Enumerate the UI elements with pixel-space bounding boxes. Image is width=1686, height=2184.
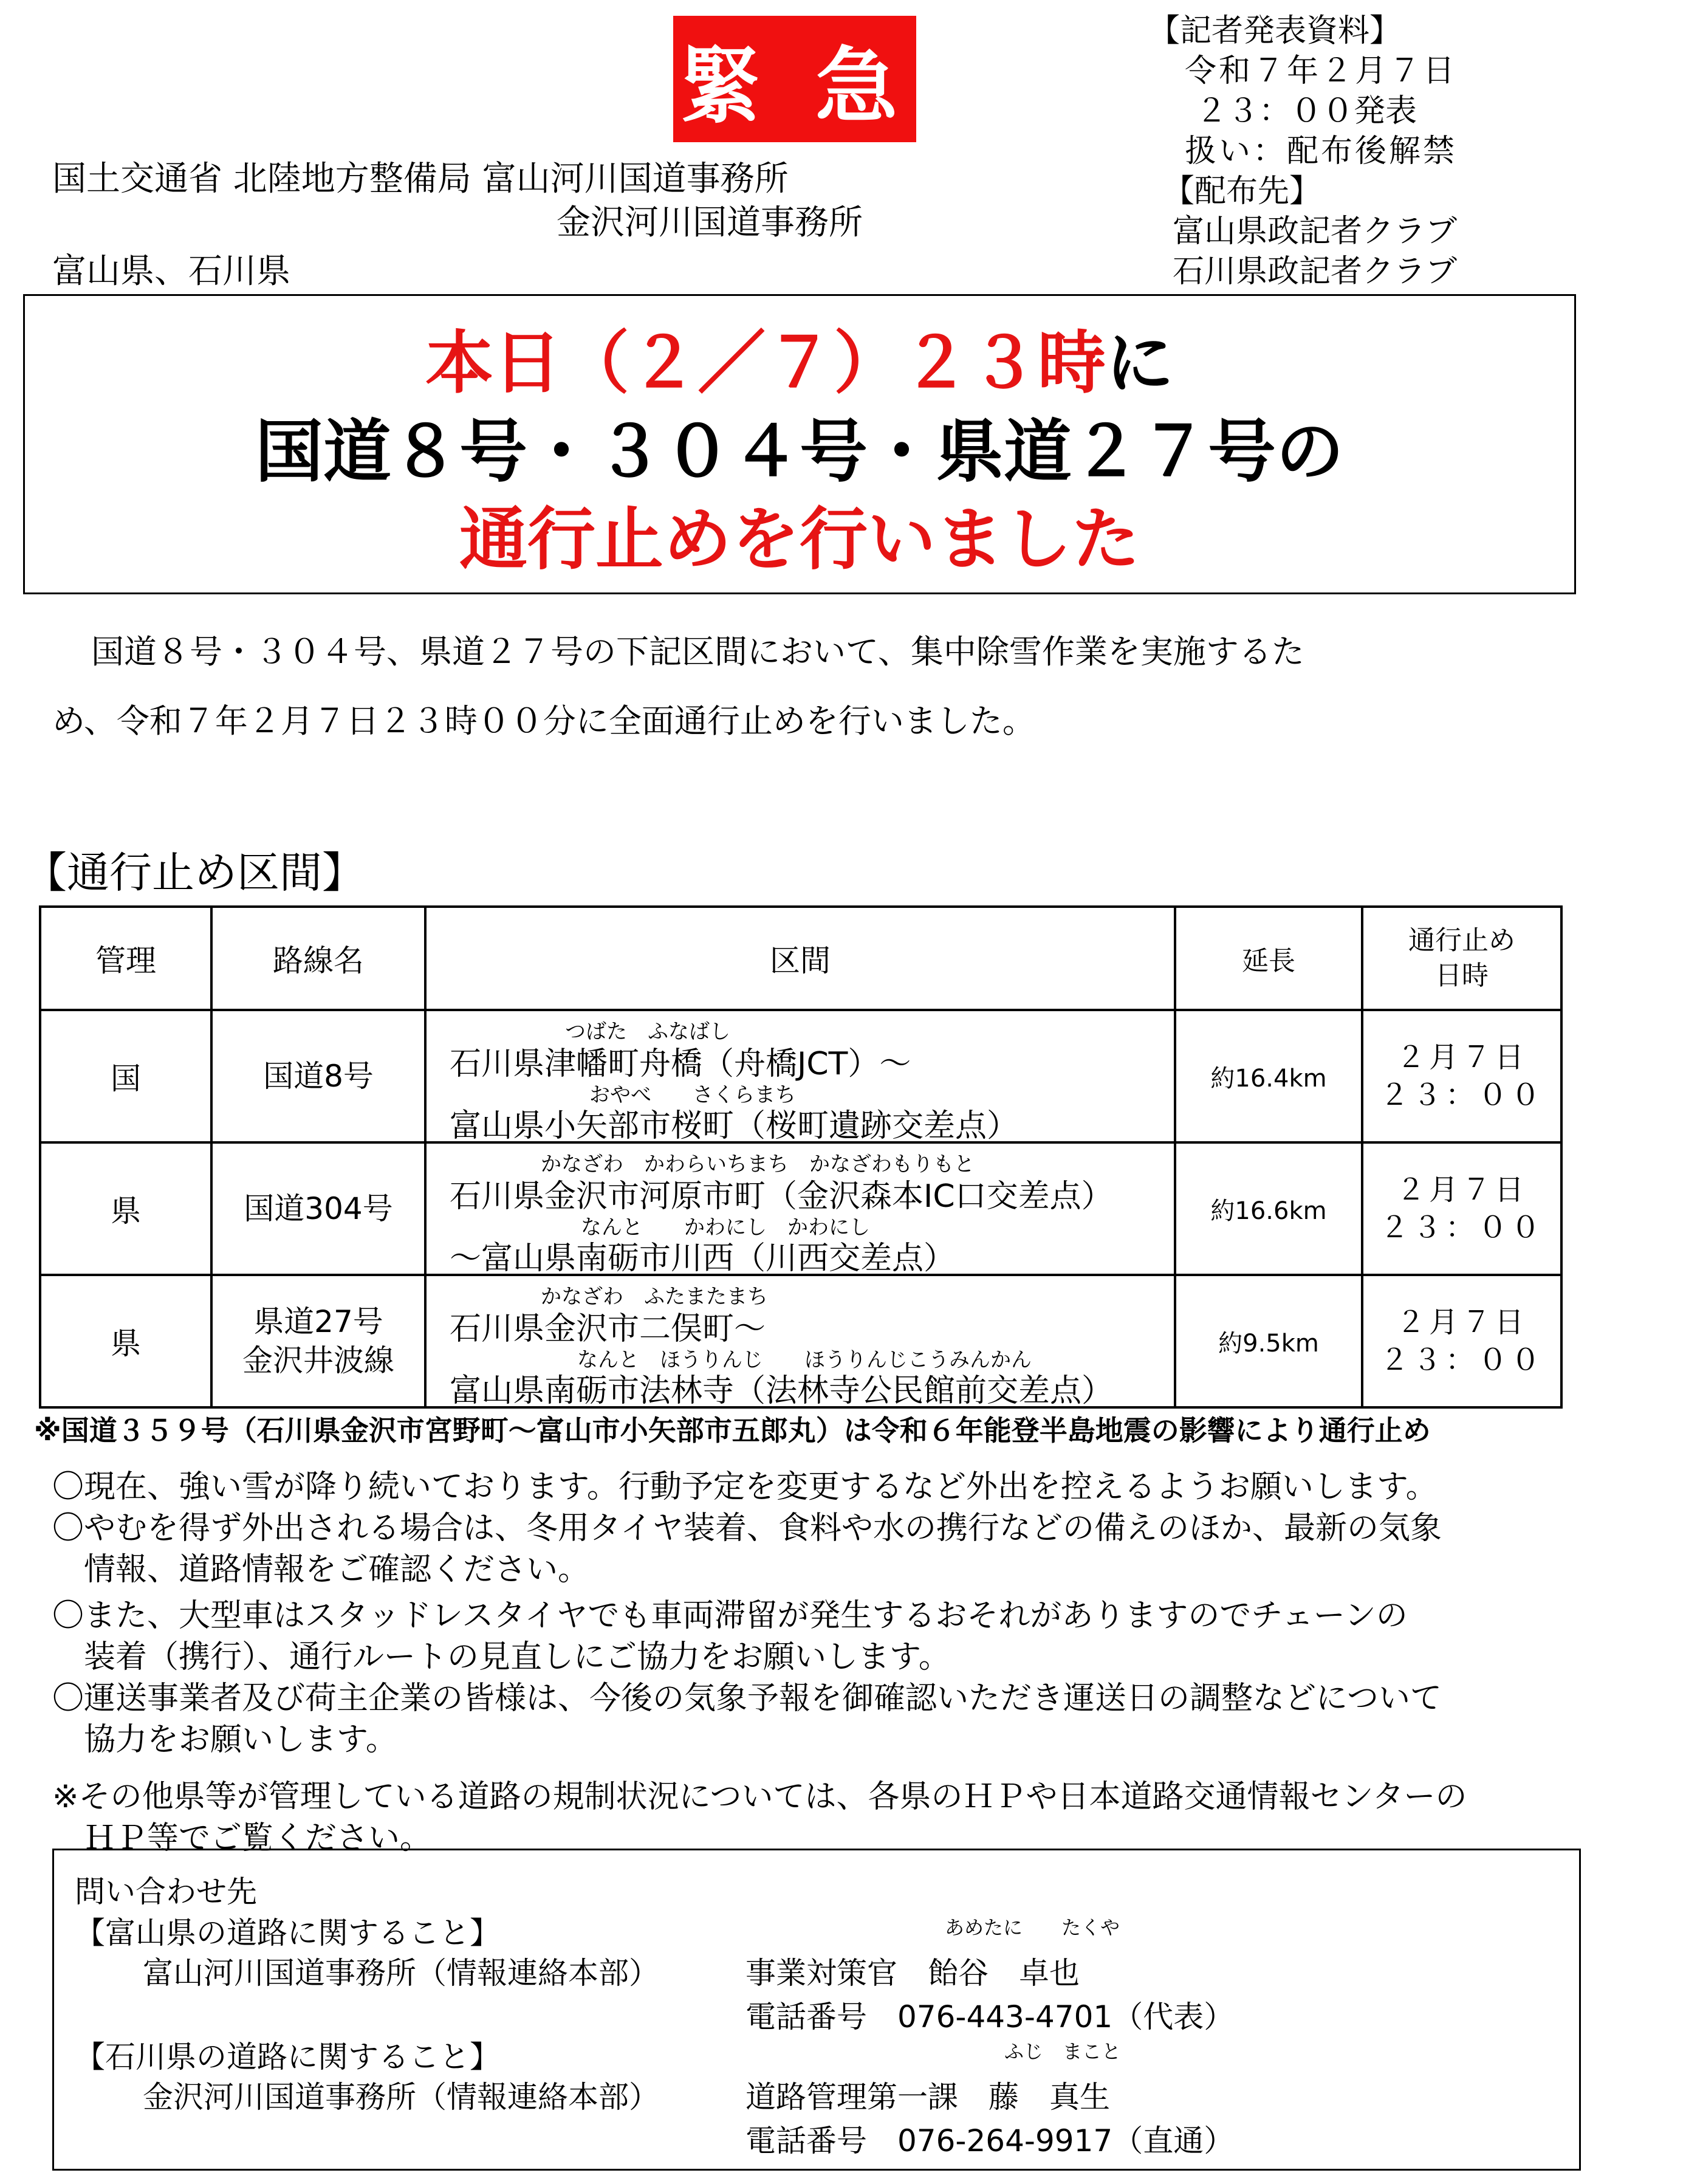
table-row [40,1010,1561,1142]
headline-line-1 [25,324,1574,403]
bullet-line: 〇運送事業者及び荷主企業の皆様は、今後の気象予報を御確認いただき運送日の調整などについて [52,1680,1442,1717]
cell-length: 約16.4km [1175,1010,1362,1142]
section-ruby-1: かなざわ ふたまたまち [541,1285,768,1309]
other-note-line-1: ※その他県等が管理している道路の規制状況については、各県のＨＰや日本道路交通情報センターの [52,1779,1467,1815]
closure-time: ２３：００ [1379,1210,1544,1245]
cell-length: 約9.5km [1175,1275,1362,1407]
contact-box [52,1849,1581,2171]
cell-section [425,1275,1175,1407]
closure-date: ２月７日 [1396,1173,1527,1207]
headline-date-time: 本日（２／７）２３時 [425,324,1106,403]
table-note: ※国道３５９号（石川県金沢市宮野町～富山市小矢部市五郎丸）は令和６年能登半島地震の影響により通行止め [34,1414,1431,1447]
section-title: 【通行止め区間】 [24,848,365,898]
section-ruby-1: つばた ふなばし [565,1020,730,1044]
urgent-badge: 緊 急 [673,16,916,142]
closure-date: ２月７日 [1396,1305,1527,1339]
cell-admin: 県 [40,1142,211,1275]
closure-date: ２月７日 [1396,1040,1527,1074]
bullet-line: 〇やむを得ず外出される場合は、冬用タイヤ装着、食料や水の携行などの備えのほか、最新の気象 [52,1510,1442,1547]
closure-time: ２３：００ [1379,1343,1544,1377]
contact-ishikawa-heading: 【石川県の道路に関すること】 [75,2039,500,2075]
cell-length: 約16.6km [1175,1142,1362,1275]
section-ruby-1: かなざわ かわらいちまち かなざわもりもと [541,1152,975,1176]
bullet-line: 〇現在、強い雪が降り続いております。行動予定を変更するなど外出を控えるようお願いします。 [52,1469,1438,1505]
bullet-line: 〇また、大型車はスタッドレスタイヤでも車両滞留が発生するおそれがありますのでチェーンの [52,1598,1408,1634]
section-line-2: ～富山県南砺市川西（川西交差点） [450,1240,956,1277]
bullet-line: 協力をお願いします。 [52,1722,397,1758]
contact-ishikawa-person: 道路管理第一課 藤 真生 [745,2079,1110,2115]
headline-box [23,294,1576,594]
section-line-2: 富山県南砺市法林寺（法林寺公民館前交差点） [450,1373,1114,1409]
cell-route [211,1142,425,1275]
section-line-1: 石川県津幡町舟橋（舟橋JCT）～ [450,1046,911,1082]
header-closure-2: 日時 [1435,960,1489,991]
intro-line-1: 国道８号・３０４号、県道２７号の下記区間において、集中除雪作業を実施するた [91,633,1304,671]
cell-datetime [1362,1275,1561,1407]
route-subname: 金沢井波線 [242,1343,394,1378]
contact-ishikawa-tel: 電話番号 076-264-9917（直通） [745,2123,1235,2158]
contact-toyama-office: 富山河川国道事務所（情報連絡本部） [143,1956,659,1991]
contact-title: 問い合わせ先 [75,1874,257,1909]
cell-datetime [1362,1010,1561,1142]
contact-toyama-person: 事業対策官 飴谷 卓也 [745,1956,1080,1991]
cell-admin: 県 [40,1275,211,1407]
distribution-1: 富山県政記者クラブ [1173,213,1458,250]
table-row [40,1142,1561,1275]
headline-line-3: 通行止めを行いました [459,500,1140,579]
route-name: 国道8号 [263,1059,374,1094]
table-row [40,1275,1561,1407]
press-label: 【記者発表資料】 [1148,13,1402,49]
section-ruby-2: おやべ さくらまち [589,1083,796,1107]
cell-admin: 国 [40,1010,211,1142]
cell-section [425,1010,1175,1142]
issuer-line-3: 富山県、石川県 [52,252,290,291]
table-header-row [40,907,1561,1010]
section-ruby-2: なんと かわにし かわにし [581,1215,870,1240]
contact-toyama-heading: 【富山県の道路に関すること】 [75,1915,500,1951]
route-name: 国道304号 [244,1191,393,1226]
distribution-2: 石川県政記者クラブ [1173,253,1458,290]
contact-ishikawa-ruby: ふじ まこと [1004,2040,1122,2063]
contact-toyama-ruby: あめたに たくや [945,1916,1120,1939]
contact-ishikawa-office: 金沢河川国道事務所（情報連絡本部） [143,2079,659,2115]
other-note-line-2: ＨＰ等でご覧ください。 [52,1820,432,1856]
header-length: 延長 [1175,907,1362,1010]
headline-line-2: 国道８号・３０４号・県道２７号の [255,413,1344,492]
header-admin: 管理 [40,907,211,1010]
section-ruby-2: なんと ほうりんじ ほうりんじこうみんかん [577,1348,1032,1372]
header-closure [1362,907,1561,1010]
cell-datetime [1362,1142,1561,1275]
press-date: 令和７年２月７日 [1185,53,1458,89]
closure-time: ２３：００ [1379,1078,1544,1112]
press-time: ２３：００発表 [1196,93,1417,129]
issuer-line-1: 国土交通省 北陸地方整備局 富山河川国道事務所 [52,159,789,199]
header-closure-1: 通行止め [1408,925,1515,956]
cell-route [211,1010,425,1142]
contact-toyama-tel: 電話番号 076-443-4701（代表） [745,1999,1235,2035]
intro-line-2: め、令和７年２月７日２３時００分に全面通行止めを行いました。 [52,702,1035,740]
section-line-1: 石川県金沢市二俣町～ [450,1311,766,1347]
cell-section [425,1142,1175,1275]
header-section: 区間 [425,907,1175,1010]
section-line-1: 石川県金沢市河原市町（金沢森本IC口交差点） [450,1178,1113,1215]
section-line-2: 富山県小矢部市桜町（桜町遺跡交差点） [450,1108,1019,1144]
bullet-line: 装着（携行）、通行ルートの見直しにご協力をお願いします。 [52,1639,950,1675]
closure-table [39,905,1563,1409]
cell-route [211,1275,425,1407]
issuer-line-2: 金沢河川国道事務所 [557,203,863,242]
bullet-line: 情報、道路情報をご確認ください。 [52,1551,590,1588]
press-handling: 扱い：配布後解禁 [1185,133,1458,170]
distribution-label: 【配布先】 [1163,173,1321,210]
route-name: 県道27号 [253,1304,383,1339]
headline-particle: に [1106,324,1174,403]
header-route: 路線名 [211,907,425,1010]
